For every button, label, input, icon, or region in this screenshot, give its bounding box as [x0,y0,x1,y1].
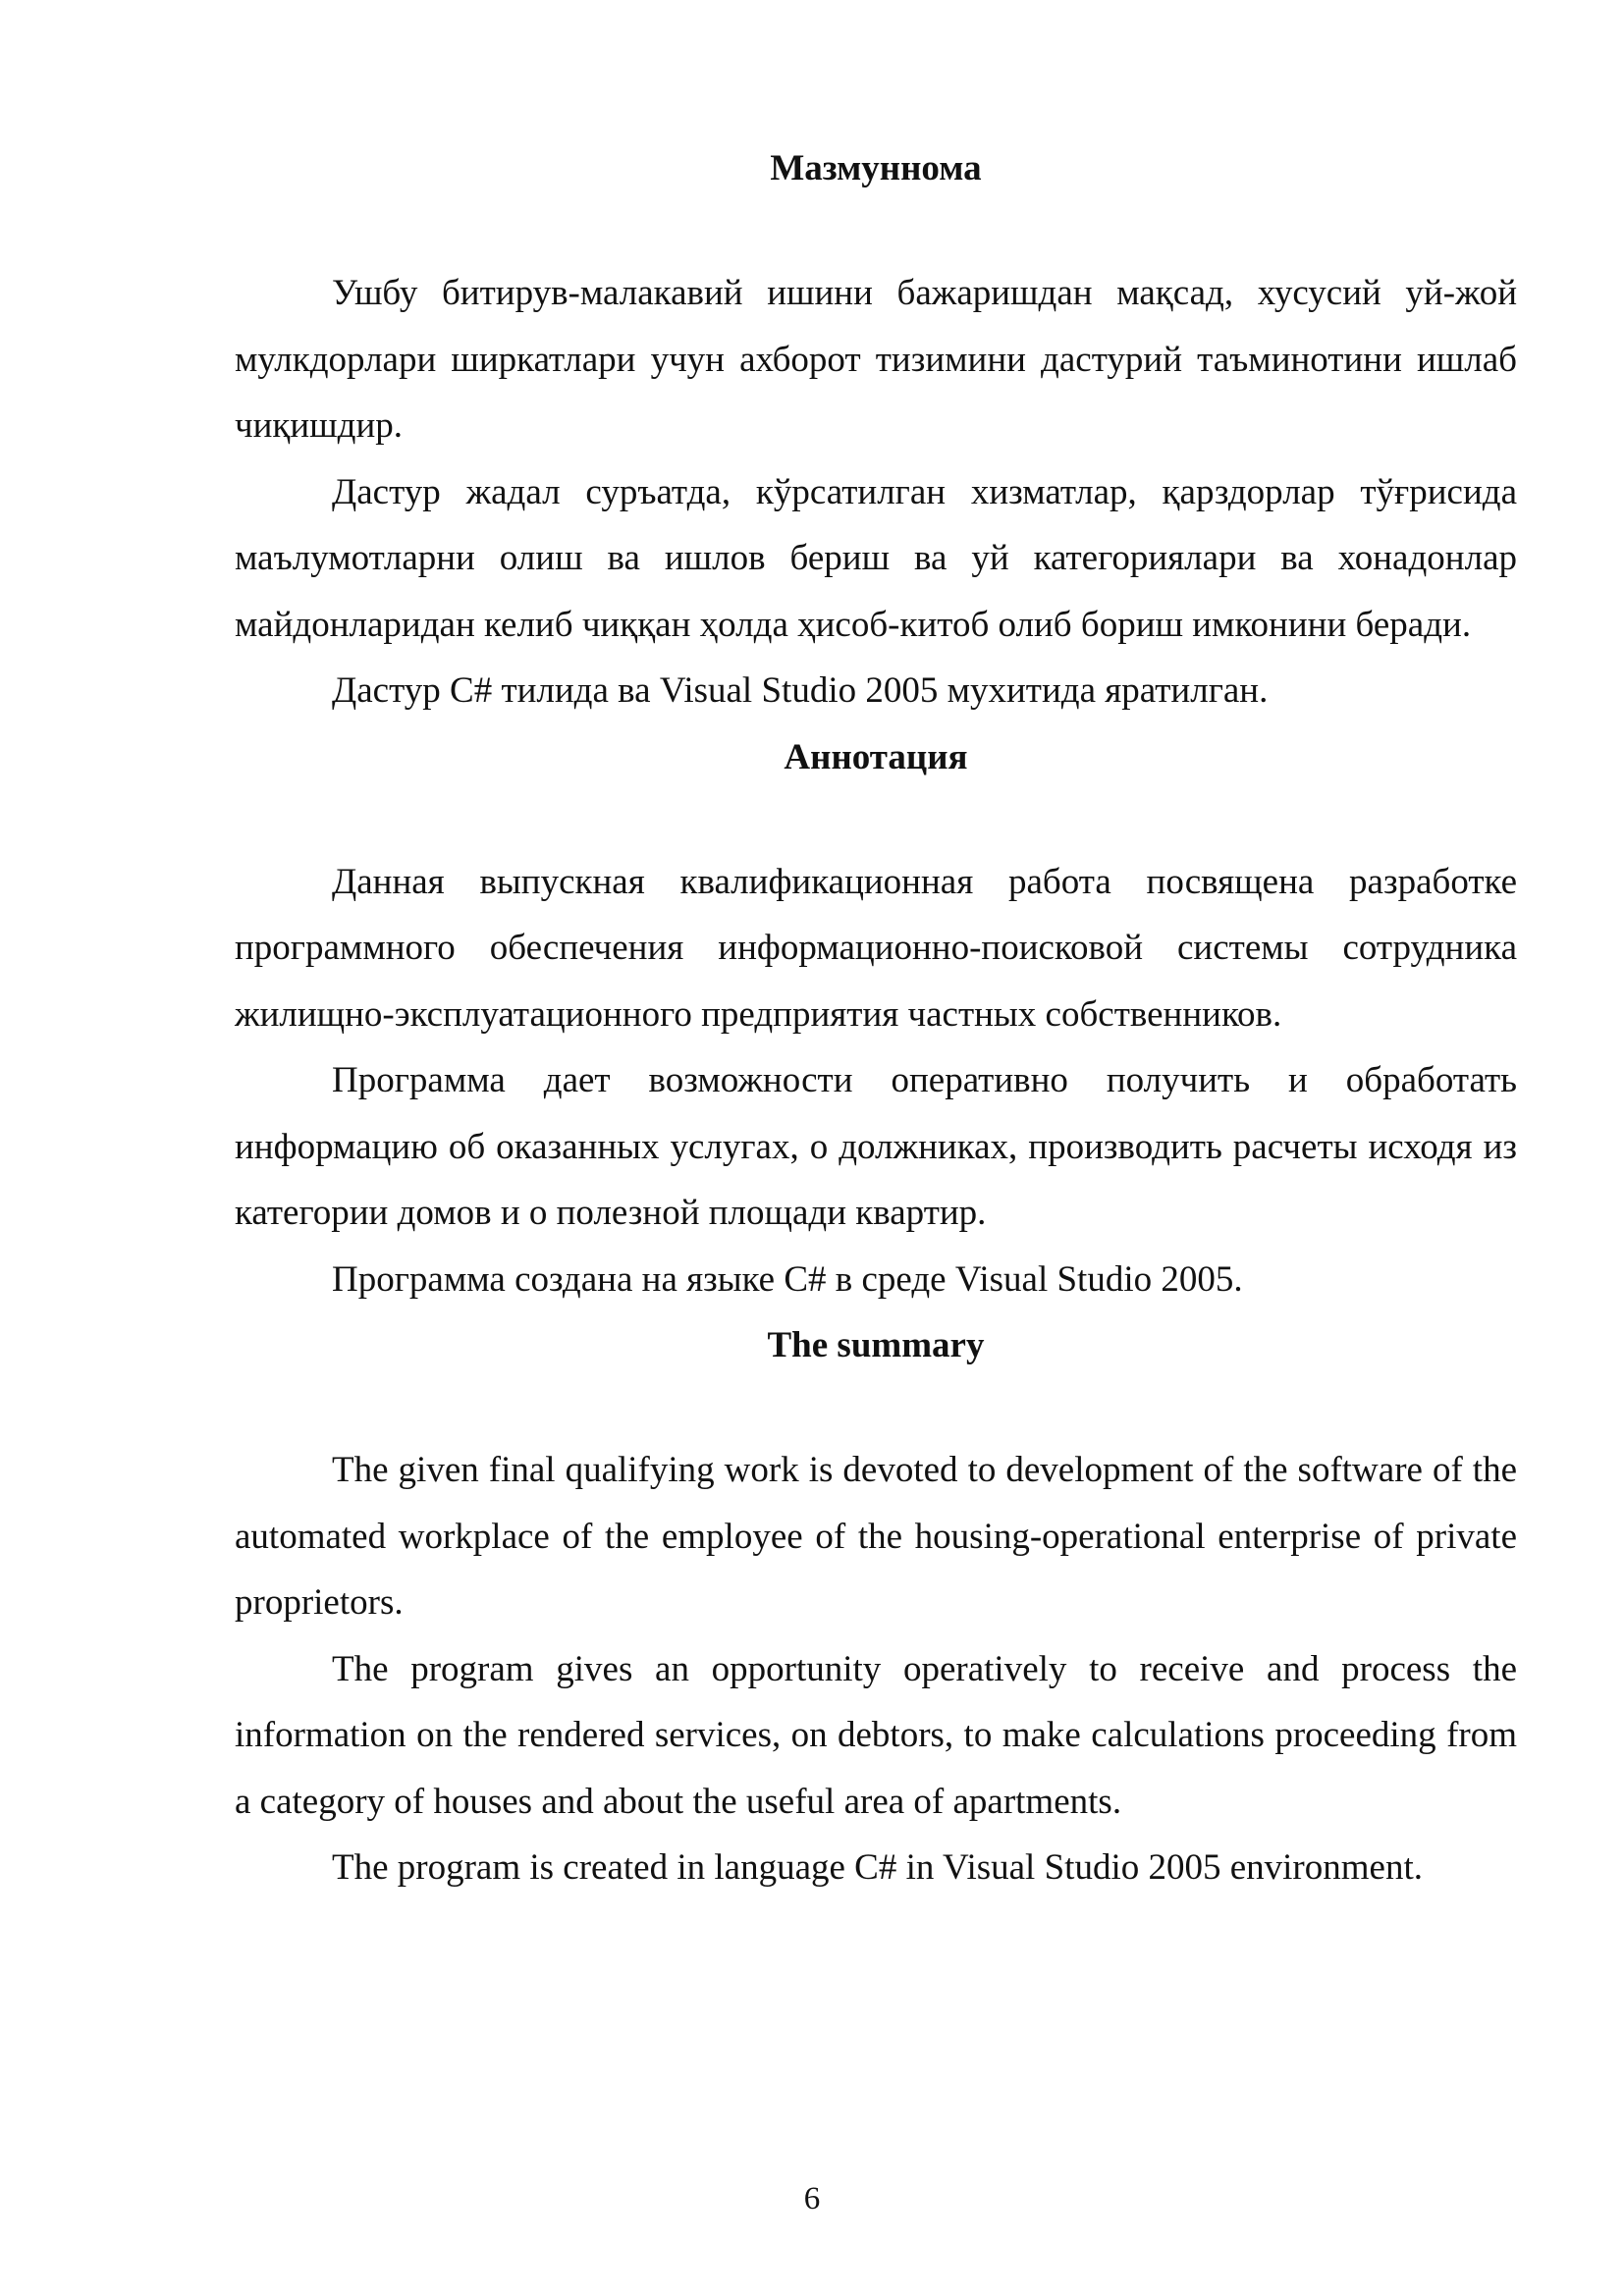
paragraph-en-2: The program gives an opportunity operatively to receive and process the information on the rendered services, on debtors, to make calculations proceeding from a category of houses and about the useful area of apartments. [235,1648,1517,1822]
paragraph-ru-3: Программа создана на языке C# в среде Visual Studio 2005. [332,1258,1243,1300]
paragraph-uz-2: Дастур жадал суръатда, кўрсатилган хизматлар, қарздорлар тўғрисида маълумотларни олиш ва ишлов бериш ва уй категориялари ва хонадонлар майдонларидан келиб чиққан ҳолда ҳисоб-китоб олиб бориш имконини беради. [235,471,1517,645]
paragraph-uz-1: Ушбу битирув-малакавий ишини бажаришдан мақсад, хусусий уй-жой мулкдорлари ширкатлари учун ахборот тизимини дастурий таъминотини ишлаб чиқишдир. [235,273,1517,446]
paragraph-en-3: The program is created in language C# in Visual Studio 2005 environment. [332,1847,1423,1888]
heading-mazmunnoma: Мазмуннома [770,148,982,188]
heading-annotatsiya: Аннотация [784,736,968,777]
paragraph-en-1: The given final qualifying work is devoted to development of the software of the automated workplace of the employee of the housing-operational enterprise of private proprietors. [235,1450,1517,1623]
page-content [235,147,1517,1901]
page-number: 6 [803,2181,821,2216]
paragraph-ru-2: Программа дает возможности оперативно получить и обработать информацию об оказанных услугах, о должниках, производить расчеты исходя из категории домов и о полезной площади квартир. [235,1060,1517,1233]
heading-summary: The summary [767,1325,985,1365]
paragraph-uz-3: Дастур C# тилида ва Visual Studio 2005 мухитида яратилган. [332,670,1269,711]
paragraph-ru-1: Данная выпускная квалификационная работа посвящена разработке программного обеспечения информационно-поисковой системы сотрудника жилищно-эксплуатационного предприятия частных собственников. [235,861,1517,1035]
